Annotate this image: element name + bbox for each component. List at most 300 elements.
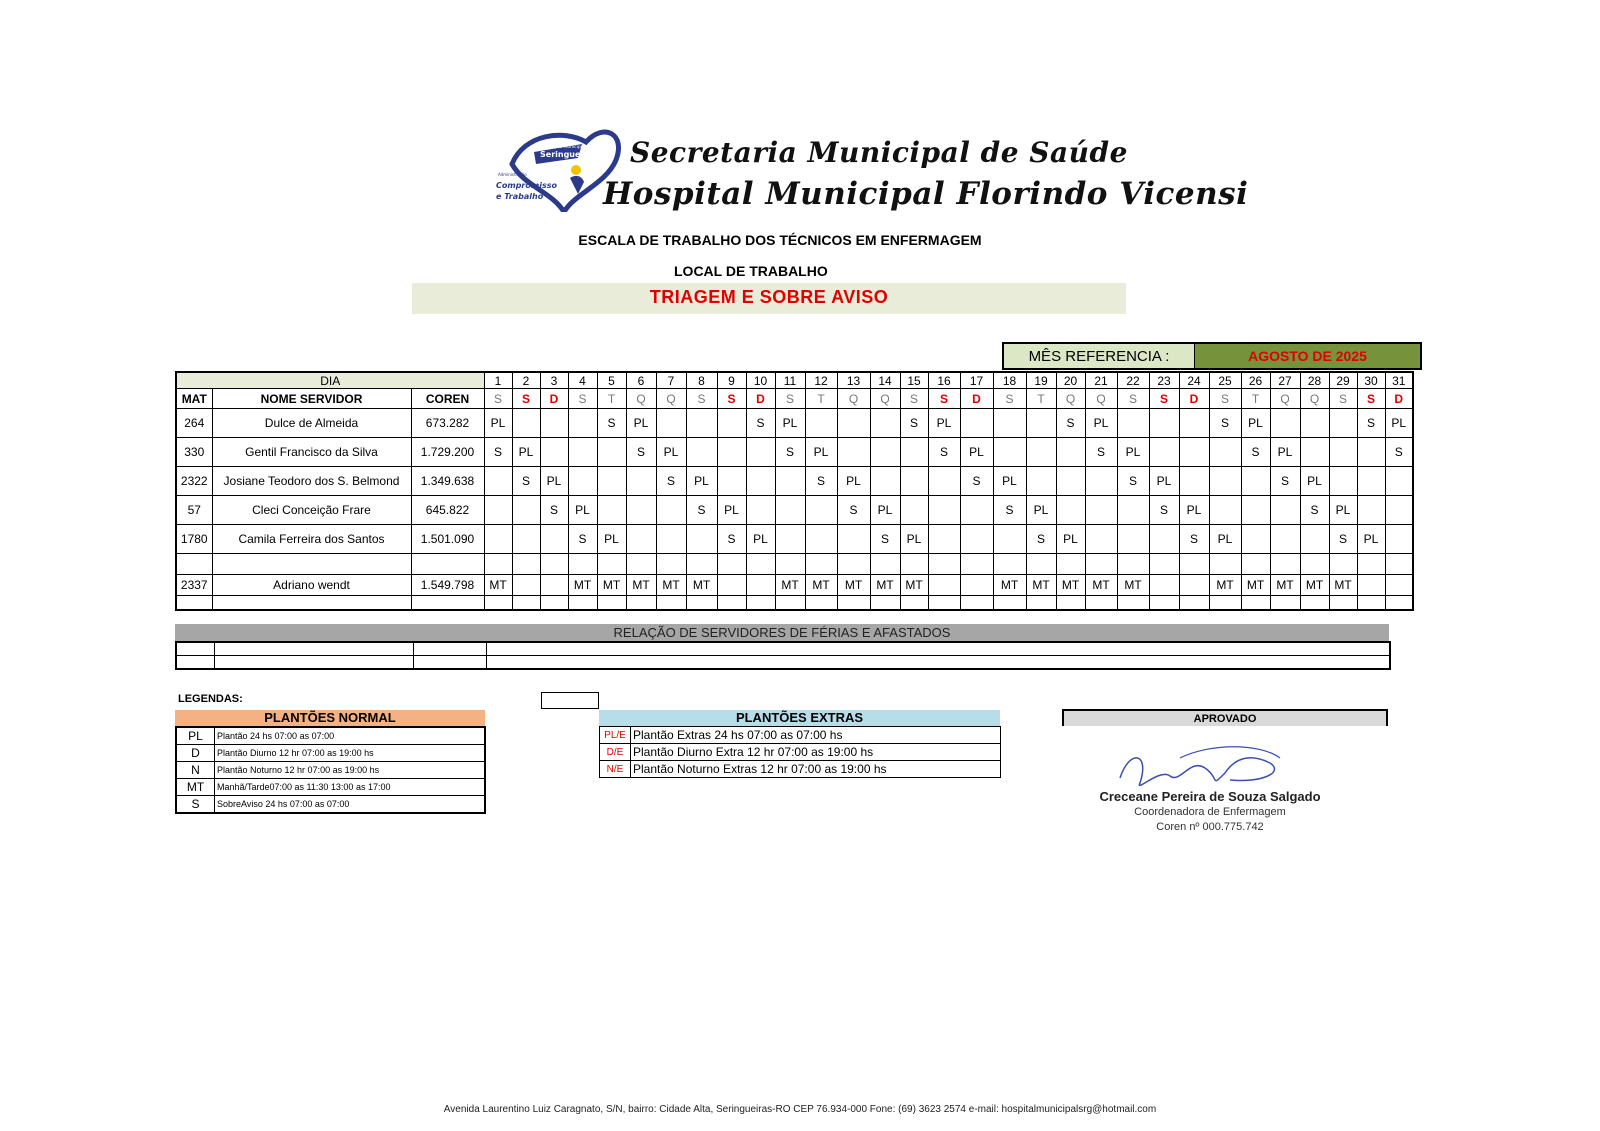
weekday: Q	[626, 389, 656, 409]
shift-cell: PL	[1385, 409, 1413, 438]
shift-cell	[717, 467, 746, 496]
shift-cell: MT	[686, 575, 717, 596]
empty-cell	[512, 596, 540, 611]
shift-cell	[717, 438, 746, 467]
shift-cell	[805, 496, 837, 525]
shift-cell: S	[1385, 438, 1413, 467]
shift-cell	[1179, 438, 1209, 467]
shift-cell: PL	[717, 496, 746, 525]
shift-cell	[928, 575, 960, 596]
empty-cell	[1209, 554, 1241, 575]
shift-cell	[512, 575, 540, 596]
shift-cell: MT	[900, 575, 928, 596]
shift-cell	[1241, 525, 1270, 554]
empty-cell	[870, 596, 900, 611]
weekday: T	[1241, 389, 1270, 409]
shift-cell: S	[1179, 525, 1209, 554]
col-coren-header: COREN	[411, 389, 484, 409]
empty-cell	[1241, 596, 1270, 611]
empty-cell	[540, 554, 568, 575]
empty-cell	[1056, 554, 1085, 575]
empty-cell	[746, 554, 775, 575]
shift-cell	[805, 409, 837, 438]
shift-cell	[484, 525, 512, 554]
shift-cell	[1209, 438, 1241, 467]
table-row	[176, 409, 1413, 438]
shift-cell	[837, 525, 870, 554]
legend-code: MT	[176, 779, 215, 796]
empty-box	[541, 692, 599, 709]
shift-cell: MT	[626, 575, 656, 596]
legend-desc: Manhã/Tarde07:00 as 11:30 13:00 as 17:00	[215, 779, 486, 796]
shift-cell	[1209, 467, 1241, 496]
day-number: 18	[993, 372, 1026, 389]
shift-cell	[484, 467, 512, 496]
day-number: 20	[1056, 372, 1085, 389]
shift-cell	[805, 525, 837, 554]
shift-cell	[1149, 438, 1179, 467]
weekday: Q	[656, 389, 686, 409]
empty-cell	[512, 554, 540, 575]
shift-cell: PL	[1209, 525, 1241, 554]
table-row	[176, 554, 1413, 575]
weekday: S	[1329, 389, 1357, 409]
name-cell: Camila Ferreira dos Santos	[212, 525, 411, 554]
shift-cell	[512, 496, 540, 525]
shift-cell: PL	[626, 409, 656, 438]
shift-cell	[960, 525, 993, 554]
empty-cell	[176, 554, 212, 575]
day-number: 5	[597, 372, 626, 389]
shift-cell	[1385, 525, 1413, 554]
shift-cell: S	[626, 438, 656, 467]
table-row	[176, 525, 1413, 554]
shift-cell	[717, 409, 746, 438]
name-cell: Cleci Conceição Frare	[212, 496, 411, 525]
empty-cell	[1117, 554, 1149, 575]
shift-cell: S	[805, 467, 837, 496]
shift-cell: S	[1149, 496, 1179, 525]
weekday: S	[484, 389, 512, 409]
shift-cell: S	[928, 438, 960, 467]
shift-cell	[597, 438, 626, 467]
empty-cell	[1357, 554, 1385, 575]
approver-coren: Coren nº 000.775.742	[1156, 821, 1264, 833]
shift-cell	[960, 409, 993, 438]
empty-cell	[775, 596, 805, 611]
coren-cell: 1.729.200	[411, 438, 484, 467]
empty-cell	[837, 554, 870, 575]
shift-cell	[1056, 496, 1085, 525]
shift-cell: S	[484, 438, 512, 467]
table-row	[176, 496, 1413, 525]
shift-cell	[746, 438, 775, 467]
shift-cell: MT	[568, 575, 597, 596]
shift-cell	[1385, 467, 1413, 496]
shift-cell	[1357, 496, 1385, 525]
weekday: S	[568, 389, 597, 409]
shift-cell: S	[1056, 409, 1085, 438]
shift-cell: PL	[746, 525, 775, 554]
shift-cell	[837, 438, 870, 467]
empty-cell	[1085, 554, 1117, 575]
shift-cell	[1026, 438, 1056, 467]
legend-item	[600, 744, 1001, 761]
shift-cell: PL	[686, 467, 717, 496]
empty-cell	[686, 554, 717, 575]
shift-cell: S	[1026, 525, 1056, 554]
legend-code: PL/E	[600, 727, 631, 744]
schedule-table	[175, 371, 1414, 611]
shift-cell	[775, 525, 805, 554]
shift-cell: S	[512, 467, 540, 496]
ferias-title: RELAÇÃO DE SERVIDORES DE FÉRIAS E AFASTADOS	[175, 624, 1389, 641]
empty-cell	[1270, 596, 1300, 611]
shift-cell	[993, 438, 1026, 467]
shift-cell: MT	[1329, 575, 1357, 596]
shift-cell: PL	[1149, 467, 1179, 496]
coren-cell: 1.349.638	[411, 467, 484, 496]
shift-cell: MT	[1209, 575, 1241, 596]
shift-cell	[1300, 438, 1329, 467]
day-number: 15	[900, 372, 928, 389]
shift-cell: PL	[1329, 496, 1357, 525]
day-number: 16	[928, 372, 960, 389]
weekday: S	[1149, 389, 1179, 409]
hospital-title: Hospital Municipal Florindo Vicensi	[603, 176, 1249, 212]
day-number: 9	[717, 372, 746, 389]
shift-cell	[1056, 438, 1085, 467]
shift-cell	[656, 525, 686, 554]
empty-cell	[1329, 596, 1357, 611]
empty-cell	[597, 596, 626, 611]
logo-text: Compromisso	[496, 181, 557, 190]
shift-cell	[1085, 496, 1117, 525]
shift-cell	[1026, 467, 1056, 496]
day-number: 11	[775, 372, 805, 389]
shift-cell: PL	[928, 409, 960, 438]
shift-cell: PL	[960, 438, 993, 467]
shift-cell	[1329, 438, 1357, 467]
day-number: 27	[1270, 372, 1300, 389]
legend-desc: Plantão Diurno Extra 12 hr 07:00 as 19:00 hs	[631, 744, 1001, 761]
empty-cell	[1026, 596, 1056, 611]
empty-cell	[960, 596, 993, 611]
shift-cell	[540, 525, 568, 554]
shift-cell: S	[1085, 438, 1117, 467]
mat-cell: 330	[176, 438, 212, 467]
coren-cell: 673.282	[411, 409, 484, 438]
shift-cell: S	[837, 496, 870, 525]
coren-cell: 1.501.090	[411, 525, 484, 554]
shift-cell: S	[1357, 409, 1385, 438]
shift-cell	[1357, 575, 1385, 596]
shift-cell	[870, 438, 900, 467]
empty-cell	[656, 596, 686, 611]
shift-cell	[1270, 525, 1300, 554]
shift-cell: S	[717, 525, 746, 554]
empty-cell	[626, 596, 656, 611]
weekday: Q	[1085, 389, 1117, 409]
shift-cell: PL	[1300, 467, 1329, 496]
day-number: 21	[1085, 372, 1117, 389]
empty-cell	[484, 596, 512, 611]
shift-cell: PL	[1357, 525, 1385, 554]
shift-cell	[656, 496, 686, 525]
shift-cell: S	[686, 496, 717, 525]
shift-cell	[746, 575, 775, 596]
weekday: Q	[837, 389, 870, 409]
weekday: S	[993, 389, 1026, 409]
shift-cell: S	[568, 525, 597, 554]
shift-cell	[1085, 467, 1117, 496]
weekday: S	[686, 389, 717, 409]
logo-text: e Trabalho	[496, 192, 544, 201]
shift-cell: MT	[1270, 575, 1300, 596]
shift-cell: MT	[993, 575, 1026, 596]
shift-cell	[1117, 525, 1149, 554]
weekday: S	[900, 389, 928, 409]
shift-cell	[1209, 496, 1241, 525]
empty-cell	[686, 596, 717, 611]
shift-cell	[1357, 438, 1385, 467]
shift-cell: MT	[1117, 575, 1149, 596]
logo-text: Prefeitura Municipal de	[540, 145, 592, 150]
empty-cell	[993, 554, 1026, 575]
day-number: 10	[746, 372, 775, 389]
shift-cell	[993, 409, 1026, 438]
weekday: S	[928, 389, 960, 409]
shift-cell: S	[775, 438, 805, 467]
table-row	[176, 467, 1413, 496]
shift-cell: S	[870, 525, 900, 554]
shift-cell: PL	[775, 409, 805, 438]
shift-cell	[1385, 496, 1413, 525]
weekday: Q	[1300, 389, 1329, 409]
empty-cell	[484, 554, 512, 575]
weekday: T	[805, 389, 837, 409]
legend-desc: Plantão Noturno Extras 12 hr 07:00 as 19:00 hs	[631, 761, 1001, 778]
empty-cell	[176, 596, 212, 611]
empty-cell	[805, 554, 837, 575]
shift-cell: MT	[484, 575, 512, 596]
legend-item	[176, 727, 485, 745]
table-row	[176, 575, 1413, 596]
day-number: 31	[1385, 372, 1413, 389]
shift-cell	[746, 467, 775, 496]
empty-cell	[1329, 554, 1357, 575]
weekday: S	[1357, 389, 1385, 409]
mat-cell: 1780	[176, 525, 212, 554]
shift-cell: MT	[656, 575, 686, 596]
weekday: S	[512, 389, 540, 409]
empty-cell	[1300, 554, 1329, 575]
shift-cell	[597, 496, 626, 525]
empty-cell	[1300, 596, 1329, 611]
empty-cell	[597, 554, 626, 575]
day-number-row	[176, 372, 1413, 389]
day-number: 28	[1300, 372, 1329, 389]
shift-cell: PL	[1270, 438, 1300, 467]
name-cell: Adriano wendt	[212, 575, 411, 596]
shift-cell: PL	[597, 525, 626, 554]
empty-cell	[1085, 596, 1117, 611]
approver-role: Coordenadora de Enfermagem	[1134, 806, 1286, 818]
shift-cell	[1149, 409, 1179, 438]
day-number: 1	[484, 372, 512, 389]
secretaria-title: Secretaria Municipal de Saúde	[630, 136, 1128, 169]
shift-cell	[1270, 409, 1300, 438]
month-value: AGOSTO DE 2025	[1195, 344, 1420, 368]
shift-cell: S	[1300, 496, 1329, 525]
name-cell: Josiane Teodoro dos S. Belmond	[212, 467, 411, 496]
local-label: LOCAL DE TRABALHO	[674, 263, 828, 279]
shift-cell	[656, 409, 686, 438]
shift-cell: S	[993, 496, 1026, 525]
shift-cell: PL	[1117, 438, 1149, 467]
shift-cell	[540, 575, 568, 596]
empty-cell	[1149, 554, 1179, 575]
legend-desc: Plantão Diurno 12 hr 07:00 as 19:00 hs	[215, 745, 486, 762]
weekday: S	[717, 389, 746, 409]
shift-cell: S	[900, 409, 928, 438]
empty-cell	[900, 596, 928, 611]
empty-cell	[568, 554, 597, 575]
legend-code: N	[176, 762, 215, 779]
shift-cell	[900, 467, 928, 496]
weekday: Q	[870, 389, 900, 409]
weekday: S	[1117, 389, 1149, 409]
shift-cell: MT	[775, 575, 805, 596]
name-cell: Gentil Francisco da Silva	[212, 438, 411, 467]
weekday: T	[1026, 389, 1056, 409]
legend-item	[176, 762, 485, 779]
empty-cell	[870, 554, 900, 575]
shift-cell: MT	[870, 575, 900, 596]
shift-cell: MT	[597, 575, 626, 596]
shift-cell	[512, 525, 540, 554]
empty-cell	[993, 596, 1026, 611]
shift-cell	[928, 496, 960, 525]
shift-cell	[1357, 467, 1385, 496]
shift-cell	[568, 438, 597, 467]
shift-cell	[960, 575, 993, 596]
legend-desc: Plantão Extras 24 hs 07:00 as 07:00 hs	[631, 727, 1001, 744]
empty-cell	[1179, 596, 1209, 611]
legend-desc: SobreAviso 24 hs 07:00 as 07:00	[215, 796, 486, 814]
name-cell: Dulce de Almeida	[212, 409, 411, 438]
shift-cell	[1270, 496, 1300, 525]
empty-cell	[212, 554, 411, 575]
empty-cell	[837, 596, 870, 611]
shift-cell: PL	[1241, 409, 1270, 438]
legend-desc: Plantão Noturno 12 hr 07:00 as 19:00 hs	[215, 762, 486, 779]
shift-cell: PL	[540, 467, 568, 496]
day-number: 2	[512, 372, 540, 389]
empty-cell	[928, 596, 960, 611]
shift-cell: PL	[993, 467, 1026, 496]
shift-cell: PL	[656, 438, 686, 467]
empty-cell	[746, 596, 775, 611]
day-number: 8	[686, 372, 717, 389]
shift-cell: MT	[1300, 575, 1329, 596]
shift-cell	[1149, 575, 1179, 596]
shift-cell: S	[597, 409, 626, 438]
dia-label: DIA	[176, 372, 484, 389]
shift-cell: S	[1117, 467, 1149, 496]
day-number: 3	[540, 372, 568, 389]
legend-code: D/E	[600, 744, 631, 761]
shift-cell: PL	[1179, 496, 1209, 525]
empty-cell	[1179, 554, 1209, 575]
day-number: 29	[1329, 372, 1357, 389]
day-number: 23	[1149, 372, 1179, 389]
shift-cell: S	[1209, 409, 1241, 438]
logo-text: Seringueiras	[540, 150, 598, 159]
shift-cell	[775, 496, 805, 525]
shift-cell	[1300, 409, 1329, 438]
day-number: 22	[1117, 372, 1149, 389]
header-row	[176, 389, 1413, 409]
shift-cell	[900, 496, 928, 525]
shift-cell	[626, 496, 656, 525]
ferias-table	[175, 641, 1391, 670]
shift-cell	[1085, 525, 1117, 554]
shift-cell: S	[960, 467, 993, 496]
legend-desc: Plantão 24 hs 07:00 as 07:00	[215, 727, 486, 745]
day-number: 7	[656, 372, 686, 389]
shift-cell: PL	[900, 525, 928, 554]
approver-name: Creceane Pereira de Souza Salgado	[1099, 789, 1321, 804]
empty-cell	[540, 596, 568, 611]
logo-text: Administração	[498, 172, 527, 177]
ferias-row	[176, 656, 1390, 670]
legend-code: D	[176, 745, 215, 762]
shift-cell	[1385, 575, 1413, 596]
weekday: D	[960, 389, 993, 409]
shift-cell	[540, 409, 568, 438]
day-number: 24	[1179, 372, 1209, 389]
shift-cell	[1179, 467, 1209, 496]
empty-cell	[805, 596, 837, 611]
day-number: 6	[626, 372, 656, 389]
approved-header: APROVADO	[1062, 709, 1388, 726]
shift-cell: PL	[512, 438, 540, 467]
empty-cell	[1117, 596, 1149, 611]
legend-item	[176, 796, 485, 814]
legend-label: LEGENDAS:	[178, 693, 243, 705]
weekday: T	[597, 389, 626, 409]
shift-cell: S	[656, 467, 686, 496]
legend-normal-table	[175, 726, 486, 814]
shift-cell: MT	[1085, 575, 1117, 596]
shift-cell: MT	[1241, 575, 1270, 596]
shift-cell	[626, 467, 656, 496]
weekday: Q	[1056, 389, 1085, 409]
shift-cell	[686, 438, 717, 467]
weekday: S	[1209, 389, 1241, 409]
coren-cell: 645.822	[411, 496, 484, 525]
mat-cell: 57	[176, 496, 212, 525]
shift-cell: S	[746, 409, 775, 438]
day-number: 19	[1026, 372, 1056, 389]
shift-cell: MT	[1026, 575, 1056, 596]
shift-cell	[993, 525, 1026, 554]
legend-item	[176, 745, 485, 762]
shift-cell	[626, 525, 656, 554]
empty-cell	[1385, 596, 1413, 611]
empty-cell	[928, 554, 960, 575]
